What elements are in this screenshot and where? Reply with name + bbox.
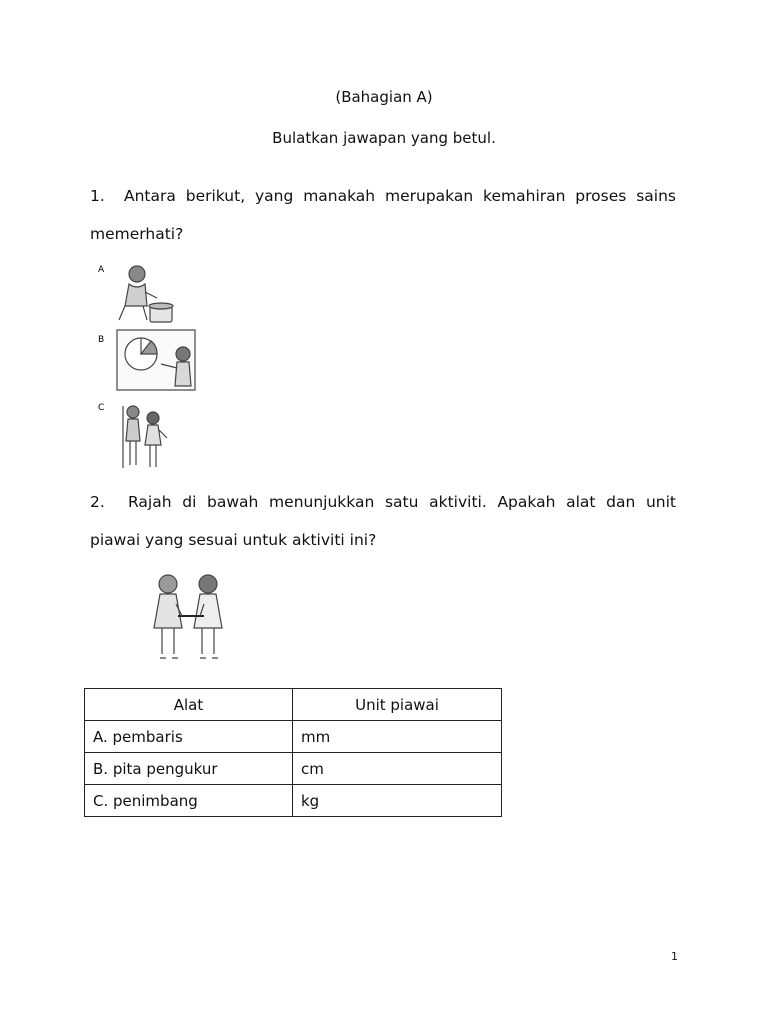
table-cell-unit: kg <box>293 785 502 817</box>
table-cell-tool: C. penimbang <box>85 785 293 817</box>
table-header-alat: Alat <box>85 689 293 721</box>
table-cell-tool: B. pita pengukur <box>85 753 293 785</box>
page-number: 1 <box>671 950 678 963</box>
question-1-figure <box>95 262 207 472</box>
table-cell-unit: mm <box>293 721 502 753</box>
option-b-picture <box>117 330 195 390</box>
table-header-row <box>85 689 502 721</box>
table-cell-tool: A. pembaris <box>85 721 293 753</box>
question-2-figure <box>146 572 236 668</box>
table-row <box>85 753 502 785</box>
table-row <box>85 785 502 817</box>
question-2-text: Rajah di bawah menunjukkan satu aktiviti. Apakah alat dan unit piawai yang sesuai untuk aktiviti ini? <box>90 493 676 549</box>
question-2-number: 2. <box>90 493 105 511</box>
question-1-number: 1. <box>90 187 105 205</box>
option-c-label: C <box>98 403 105 413</box>
question-2 <box>90 483 676 559</box>
table-cell-unit: cm <box>293 753 502 785</box>
answer-table <box>84 688 502 817</box>
option-a-picture <box>119 266 173 322</box>
question-1 <box>90 177 676 253</box>
option-c-picture <box>123 406 167 468</box>
question-1-illustration <box>95 262 207 472</box>
section-title: (Bahagian A) <box>335 88 433 106</box>
question-2-illustration <box>146 572 236 668</box>
instruction: Bulatkan jawapan yang betul. <box>272 129 496 147</box>
question-1-text: Antara berikut, yang manakah merupakan kemahiran proses sains memerhati? <box>90 187 676 243</box>
table-header-unit: Unit piawai <box>293 689 502 721</box>
option-b-label: B <box>98 335 105 345</box>
table-row <box>85 721 502 753</box>
option-a-label: A <box>98 265 105 275</box>
